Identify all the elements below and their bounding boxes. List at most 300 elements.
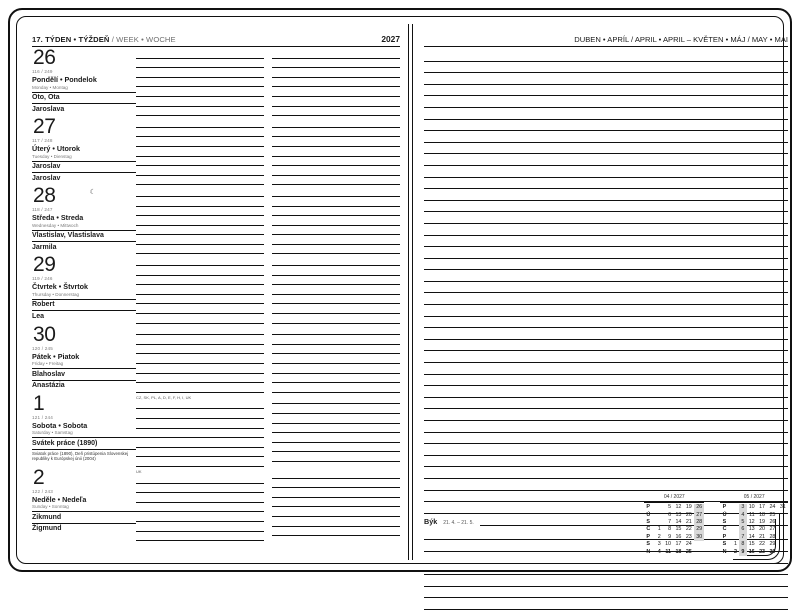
writing-line[interactable] xyxy=(272,216,400,226)
note-line[interactable] xyxy=(424,201,788,213)
day-of-week: Pondělí • Pondelok xyxy=(32,75,97,84)
day-of-week-translation: Friday • Freitag xyxy=(32,361,64,367)
writing-line[interactable] xyxy=(272,395,400,405)
note-line[interactable] xyxy=(424,120,788,132)
mini-calendar-day[interactable]: 1 xyxy=(733,541,737,548)
writing-line[interactable] xyxy=(272,452,400,462)
mini-calendar-day[interactable]: 17 xyxy=(759,504,766,511)
day-entry xyxy=(32,185,400,254)
mini-calendar-weekday: Ú xyxy=(722,511,727,518)
writing-line[interactable] xyxy=(272,235,400,245)
note-line[interactable] xyxy=(424,108,788,120)
day-of-year: 119 / 246 xyxy=(32,276,53,282)
writing-line[interactable] xyxy=(272,68,400,78)
writing-line[interactable] xyxy=(136,197,264,207)
note-line[interactable] xyxy=(424,467,788,479)
mini-calendar-weekday: P xyxy=(722,533,727,540)
note-line[interactable] xyxy=(424,282,788,294)
mini-calendar-row xyxy=(720,519,788,526)
writing-line-column[interactable] xyxy=(136,469,264,541)
writing-line[interactable] xyxy=(136,474,264,484)
writing-line[interactable] xyxy=(136,78,264,88)
mini-calendar-day[interactable] xyxy=(656,519,663,526)
writing-line[interactable] xyxy=(136,532,264,542)
note-line[interactable] xyxy=(424,564,788,576)
note-line[interactable] xyxy=(424,178,788,190)
writing-line-column[interactable] xyxy=(136,118,264,185)
note-line[interactable] xyxy=(424,421,788,433)
note-line[interactable] xyxy=(424,305,788,317)
day-of-year: 122 / 243 xyxy=(32,488,53,494)
writing-line[interactable] xyxy=(136,326,264,336)
writing-line[interactable] xyxy=(272,157,400,167)
mini-calendar-day[interactable]: 15 xyxy=(675,526,682,533)
mini-calendar-day[interactable]: 23 xyxy=(759,548,766,555)
note-line[interactable] xyxy=(424,409,788,421)
mini-calendar-day[interactable]: 12 xyxy=(748,518,755,525)
mini-calendar-day[interactable]: 9 xyxy=(739,549,746,556)
mini-calendar-day[interactable]: 11 xyxy=(665,548,672,555)
mini-calendar-day[interactable]: 26 xyxy=(694,504,704,511)
writing-line[interactable] xyxy=(272,245,400,255)
note-line[interactable] xyxy=(424,96,788,108)
writing-line[interactable] xyxy=(136,118,264,128)
writing-line[interactable] xyxy=(272,256,400,266)
day-writing-area[interactable] xyxy=(136,185,400,254)
note-line[interactable] xyxy=(424,479,788,491)
day-grid xyxy=(32,393,400,467)
mini-calendar-day[interactable]: 29 xyxy=(694,526,704,533)
note-line[interactable] xyxy=(424,166,788,178)
writing-line[interactable] xyxy=(136,457,264,467)
writing-line-column[interactable] xyxy=(136,326,264,393)
moon-phase-icon: ☾ xyxy=(89,189,96,197)
mini-calendar-day[interactable]: 9 xyxy=(668,533,672,540)
mini-calendar-day[interactable]: 19 xyxy=(759,518,766,525)
day-number-row xyxy=(32,324,136,345)
mini-calendar-day[interactable]: 7 xyxy=(739,534,746,541)
book-spine xyxy=(408,24,409,560)
planner-book xyxy=(8,8,792,572)
writing-line[interactable] xyxy=(272,488,400,498)
book-spine-shadow xyxy=(412,24,413,560)
mini-calendar-grid xyxy=(720,504,788,556)
writing-line[interactable] xyxy=(136,128,264,138)
note-line[interactable] xyxy=(424,433,788,445)
writing-line-column[interactable] xyxy=(272,49,400,116)
writing-line[interactable] xyxy=(136,400,264,410)
note-line[interactable] xyxy=(424,293,788,305)
writing-line-column[interactable] xyxy=(272,469,400,541)
mini-calendar-weekday: S xyxy=(722,541,727,548)
note-line[interactable] xyxy=(424,73,788,85)
writing-line[interactable] xyxy=(272,285,400,295)
writing-line[interactable] xyxy=(272,335,400,345)
writing-line[interactable] xyxy=(136,304,264,314)
nameday-label: Jaroslava xyxy=(32,103,136,113)
writing-line[interactable] xyxy=(272,137,400,147)
day-of-year: 120 / 245 xyxy=(32,345,53,351)
mini-calendar-day[interactable]: 23 xyxy=(685,533,692,540)
writing-line[interactable] xyxy=(272,364,400,374)
note-line[interactable] xyxy=(424,444,788,456)
writing-line[interactable] xyxy=(136,522,264,532)
note-line[interactable] xyxy=(424,50,788,62)
writing-line[interactable] xyxy=(136,187,264,197)
mini-calendar-day[interactable]: 13 xyxy=(748,526,755,533)
day-number: 26 xyxy=(33,46,56,69)
mini-calendar-day[interactable]: 28 xyxy=(769,533,776,540)
mini-calendar-day[interactable]: 31 xyxy=(779,504,786,511)
right-header-rule xyxy=(424,46,788,47)
note-line[interactable] xyxy=(424,340,788,352)
mini-calendar-day[interactable]: 18 xyxy=(759,511,766,518)
day-number-row xyxy=(32,393,136,414)
mini-calendar-day[interactable]: 20 xyxy=(685,511,692,518)
day-entry xyxy=(32,47,400,116)
mini-calendar-day[interactable] xyxy=(732,519,739,526)
writing-line[interactable] xyxy=(136,176,264,186)
mini-calendar-day[interactable]: 10 xyxy=(748,504,755,511)
mini-calendar-day[interactable] xyxy=(778,541,788,548)
note-line[interactable] xyxy=(424,189,788,201)
year-label: 2027 xyxy=(381,34,400,44)
nameday-label: Jaroslav xyxy=(32,172,136,182)
mini-calendar-row xyxy=(720,512,788,519)
day-grid xyxy=(32,467,400,541)
writing-line[interactable] xyxy=(136,512,264,522)
note-line[interactable] xyxy=(424,236,788,248)
writing-line[interactable] xyxy=(272,226,400,236)
writing-line[interactable] xyxy=(136,335,264,345)
day-number-row xyxy=(32,467,136,488)
mini-calendar-day[interactable]: 27 xyxy=(694,512,704,519)
writing-line[interactable] xyxy=(136,207,264,217)
writing-line[interactable] xyxy=(272,187,400,197)
note-line[interactable] xyxy=(424,587,788,599)
mini-calendar-day[interactable] xyxy=(778,512,788,519)
writing-line[interactable] xyxy=(272,128,400,138)
day-of-week: Pátek • Piatok xyxy=(32,351,80,361)
writing-line[interactable] xyxy=(272,304,400,314)
writing-line[interactable] xyxy=(136,295,264,305)
mini-calendar-day[interactable]: 22 xyxy=(685,526,692,533)
writing-line-column[interactable] xyxy=(272,395,400,467)
mini-calendar-day[interactable]: 27 xyxy=(769,526,776,533)
writing-line[interactable] xyxy=(136,266,264,276)
writing-line-column[interactable] xyxy=(272,187,400,254)
writing-line[interactable] xyxy=(136,166,264,176)
note-line[interactable] xyxy=(424,62,788,74)
mini-calendar-day[interactable]: 22 xyxy=(759,541,766,548)
mini-calendar-day[interactable]: 21 xyxy=(759,533,766,540)
writing-line[interactable] xyxy=(272,345,400,355)
mini-calendar-day[interactable] xyxy=(732,534,739,541)
writing-line[interactable] xyxy=(272,443,400,453)
note-line[interactable] xyxy=(424,351,788,363)
note-line[interactable] xyxy=(424,386,788,398)
mini-calendar-day[interactable]: 14 xyxy=(675,518,682,525)
zodiac-range: 21. 4. – 21. 5. xyxy=(443,519,474,526)
mini-calendar-day[interactable]: 30 xyxy=(769,548,776,555)
writing-line-column[interactable] xyxy=(136,256,264,323)
day-label-column xyxy=(32,116,136,185)
day-label-column xyxy=(32,254,136,323)
mini-calendar-day[interactable]: 8 xyxy=(668,526,672,533)
note-line[interactable] xyxy=(424,598,788,610)
note-line[interactable] xyxy=(424,317,788,329)
writing-line[interactable] xyxy=(272,266,400,276)
note-line[interactable] xyxy=(424,575,788,587)
mini-calendar-day[interactable]: 4 xyxy=(657,548,661,555)
writing-line[interactable] xyxy=(272,87,400,97)
writing-line-column[interactable] xyxy=(136,395,264,467)
writing-line[interactable] xyxy=(272,59,400,69)
day-of-week: Sobota • Sobota xyxy=(32,420,88,430)
day-of-year: 121 / 244 xyxy=(32,414,53,420)
writing-line[interactable] xyxy=(136,59,264,69)
day-of-week-translation: Saturday • Samstag xyxy=(32,430,73,436)
writing-line[interactable] xyxy=(136,157,264,167)
mini-calendar-day[interactable] xyxy=(694,541,704,548)
writing-line[interactable] xyxy=(136,276,264,286)
writing-line[interactable] xyxy=(272,207,400,217)
mini-calendar-day[interactable]: 19 xyxy=(685,504,692,511)
writing-line[interactable] xyxy=(272,176,400,186)
mini-calendar-day[interactable]: 2 xyxy=(657,533,661,540)
day-label-column xyxy=(32,467,136,541)
mini-calendar-day[interactable]: 28 xyxy=(694,519,704,526)
writing-line[interactable] xyxy=(136,383,264,393)
mini-calendar-row xyxy=(644,534,704,541)
day-label-column xyxy=(32,324,136,393)
mini-calendar-day[interactable] xyxy=(656,504,663,511)
mini-calendar-day[interactable]: 16 xyxy=(748,548,755,555)
mini-calendar-day[interactable]: 11 xyxy=(749,511,755,518)
writing-line[interactable] xyxy=(136,409,264,419)
note-line[interactable] xyxy=(424,143,788,155)
writing-line[interactable] xyxy=(136,438,264,448)
writing-line[interactable] xyxy=(136,314,264,324)
mini-calendar-day[interactable]: 16 xyxy=(675,533,682,540)
note-line[interactable] xyxy=(424,375,788,387)
writing-line[interactable] xyxy=(136,493,264,503)
writing-line[interactable] xyxy=(136,226,264,236)
note-line[interactable] xyxy=(424,212,788,224)
writing-line[interactable] xyxy=(272,374,400,384)
mini-calendar-day[interactable]: 10 xyxy=(665,541,672,548)
writing-line-column[interactable] xyxy=(272,256,400,323)
mini-calendar-day[interactable]: 6 xyxy=(739,526,746,533)
writing-line[interactable] xyxy=(136,503,264,513)
writing-line[interactable] xyxy=(136,235,264,245)
mini-calendar-day[interactable] xyxy=(656,512,663,519)
writing-line[interactable] xyxy=(136,147,264,157)
writing-line[interactable] xyxy=(136,49,264,59)
nameday-label: Blahoslav xyxy=(32,368,136,378)
writing-line-column[interactable] xyxy=(272,326,400,393)
note-line[interactable] xyxy=(424,398,788,410)
day-number: 28 xyxy=(33,184,56,208)
mini-calendar-day[interactable]: 6 xyxy=(668,511,672,518)
day-of-year: 116 / 249 xyxy=(32,69,53,74)
writing-line[interactable] xyxy=(136,68,264,78)
note-line[interactable] xyxy=(424,270,788,282)
mini-calendar-day[interactable]: 5 xyxy=(739,519,746,526)
mini-calendar-day[interactable] xyxy=(694,549,704,556)
week-label: 17. TÝDEN • TÝŽDEŇ / WEEK • WOCHE xyxy=(32,35,176,44)
mini-calendar-weekday: Č xyxy=(722,526,727,533)
mini-calendar-day[interactable]: 18 xyxy=(675,548,682,555)
writing-line[interactable] xyxy=(136,256,264,266)
note-line[interactable] xyxy=(424,456,788,468)
mini-calendar-day[interactable]: 8 xyxy=(739,541,746,548)
notes-ruled-area[interactable] xyxy=(424,50,788,514)
day-of-week-translation: Thursday • Donnerstag xyxy=(32,291,80,297)
mini-calendar-day[interactable]: 3 xyxy=(739,504,746,511)
nameday-label: Žigmund xyxy=(32,523,136,533)
writing-line[interactable] xyxy=(272,107,400,117)
day-writing-area[interactable] xyxy=(136,116,400,185)
writing-line[interactable] xyxy=(272,314,400,324)
mini-calendar-day[interactable] xyxy=(778,534,788,541)
mini-calendar-day[interactable] xyxy=(732,512,739,519)
mini-calendar-day[interactable]: 13 xyxy=(675,511,682,518)
writing-line[interactable] xyxy=(136,137,264,147)
mini-calendar-day[interactable]: 14 xyxy=(748,533,755,540)
mini-calendar-day[interactable]: 4 xyxy=(739,512,746,519)
writing-line[interactable] xyxy=(272,118,400,128)
writing-line[interactable] xyxy=(136,419,264,429)
writing-line[interactable] xyxy=(136,448,264,458)
writing-line-column[interactable] xyxy=(136,49,264,116)
note-line[interactable] xyxy=(424,363,788,375)
writing-line[interactable] xyxy=(272,49,400,59)
writing-line[interactable] xyxy=(272,507,400,517)
nameday-label: Oto, Ota xyxy=(32,92,136,102)
mini-calendar-grid xyxy=(644,504,704,556)
note-line[interactable] xyxy=(424,154,788,166)
writing-line-column[interactable] xyxy=(136,187,264,254)
mini-calendar-day[interactable]: 25 xyxy=(769,511,776,518)
mini-calendar-day[interactable]: 7 xyxy=(668,518,672,525)
mini-calendar-day[interactable]: 30 xyxy=(694,534,704,541)
mini-calendar-day[interactable]: 1 xyxy=(657,526,661,533)
mini-calendar-row xyxy=(720,504,788,511)
right-page xyxy=(424,28,788,556)
writing-line[interactable] xyxy=(272,295,400,305)
zodiac-sign: Býk xyxy=(424,516,438,526)
day-number-row xyxy=(32,185,136,206)
writing-line[interactable] xyxy=(272,479,400,489)
mini-calendar-day[interactable] xyxy=(778,519,788,526)
writing-line[interactable] xyxy=(136,245,264,255)
writing-line[interactable] xyxy=(136,354,264,364)
mini-calendar-day[interactable] xyxy=(778,526,788,533)
mini-calendar-day[interactable]: 24 xyxy=(769,504,776,511)
mini-calendar-weekday: P xyxy=(646,533,650,540)
note-line[interactable] xyxy=(424,131,788,143)
writing-line[interactable] xyxy=(136,216,264,226)
writing-line[interactable] xyxy=(136,285,264,295)
nameday-label: Jaroslav xyxy=(32,161,136,171)
writing-line[interactable] xyxy=(136,87,264,97)
writing-line[interactable] xyxy=(136,374,264,384)
writing-line[interactable] xyxy=(272,354,400,364)
writing-line[interactable] xyxy=(136,107,264,117)
writing-line-column[interactable] xyxy=(272,118,400,185)
mini-calendar-day[interactable]: 5 xyxy=(668,504,672,511)
mini-calendar-day[interactable] xyxy=(732,526,739,533)
writing-line[interactable] xyxy=(272,166,400,176)
day-writing-area[interactable] xyxy=(136,47,400,116)
mini-calendar-weekday: Č xyxy=(646,526,651,533)
writing-line[interactable] xyxy=(272,414,400,424)
mini-calendar-day[interactable]: 21 xyxy=(685,518,692,525)
day-of-week-translation: Wednesday • Mittwoch xyxy=(32,222,79,228)
mini-calendar-day[interactable] xyxy=(732,504,739,511)
writing-line[interactable] xyxy=(272,517,400,527)
writing-line[interactable] xyxy=(272,97,400,107)
mini-calendar-weekday: P xyxy=(646,504,650,511)
mini-calendar-day[interactable]: 25 xyxy=(685,548,692,555)
note-line[interactable] xyxy=(424,328,788,340)
writing-line[interactable] xyxy=(272,433,400,443)
note-line[interactable] xyxy=(424,259,788,271)
writing-line[interactable] xyxy=(272,404,400,414)
writing-line[interactable] xyxy=(272,326,400,336)
writing-line[interactable] xyxy=(272,469,400,479)
mini-calendar-row xyxy=(720,549,788,556)
day-number: 1 xyxy=(33,391,45,415)
mini-calendar-day[interactable]: 29 xyxy=(769,541,776,548)
day-writing-area[interactable] xyxy=(136,324,400,393)
mini-calendar-day[interactable]: 24 xyxy=(685,541,692,548)
mini-calendar-day[interactable]: 12 xyxy=(675,504,682,511)
note-line[interactable] xyxy=(424,247,788,259)
nameday-label: Jarmila xyxy=(32,241,136,251)
writing-line[interactable] xyxy=(272,276,400,286)
note-line[interactable] xyxy=(424,224,788,236)
note-line[interactable] xyxy=(424,85,788,97)
writing-line[interactable] xyxy=(272,527,400,537)
day-writing-area[interactable] xyxy=(136,467,400,541)
mini-calendar-day[interactable]: 3 xyxy=(657,541,661,548)
mini-calendar-day[interactable] xyxy=(778,549,788,556)
writing-line[interactable] xyxy=(136,97,264,107)
writing-line[interactable] xyxy=(136,429,264,439)
day-writing-area[interactable] xyxy=(136,254,400,323)
mini-calendar-day[interactable]: 15 xyxy=(748,541,755,548)
writing-line[interactable] xyxy=(272,498,400,508)
writing-line[interactable] xyxy=(272,383,400,393)
day-writing-area[interactable] xyxy=(136,393,400,467)
mini-calendar-day[interactable]: 2 xyxy=(733,548,737,555)
nameday-label: Anastázia xyxy=(32,380,136,390)
writing-line[interactable] xyxy=(272,147,400,157)
mini-calendar-day[interactable]: 26 xyxy=(769,518,776,525)
writing-line[interactable] xyxy=(136,364,264,374)
writing-line[interactable] xyxy=(136,345,264,355)
writing-line[interactable] xyxy=(272,424,400,434)
mini-calendar-day[interactable]: 17 xyxy=(675,541,682,548)
writing-line[interactable] xyxy=(272,197,400,207)
writing-line[interactable] xyxy=(272,78,400,88)
day-number-row xyxy=(32,254,136,275)
writing-line[interactable] xyxy=(136,484,264,494)
left-page xyxy=(32,28,400,556)
mini-calendar-day[interactable]: 20 xyxy=(759,526,766,533)
